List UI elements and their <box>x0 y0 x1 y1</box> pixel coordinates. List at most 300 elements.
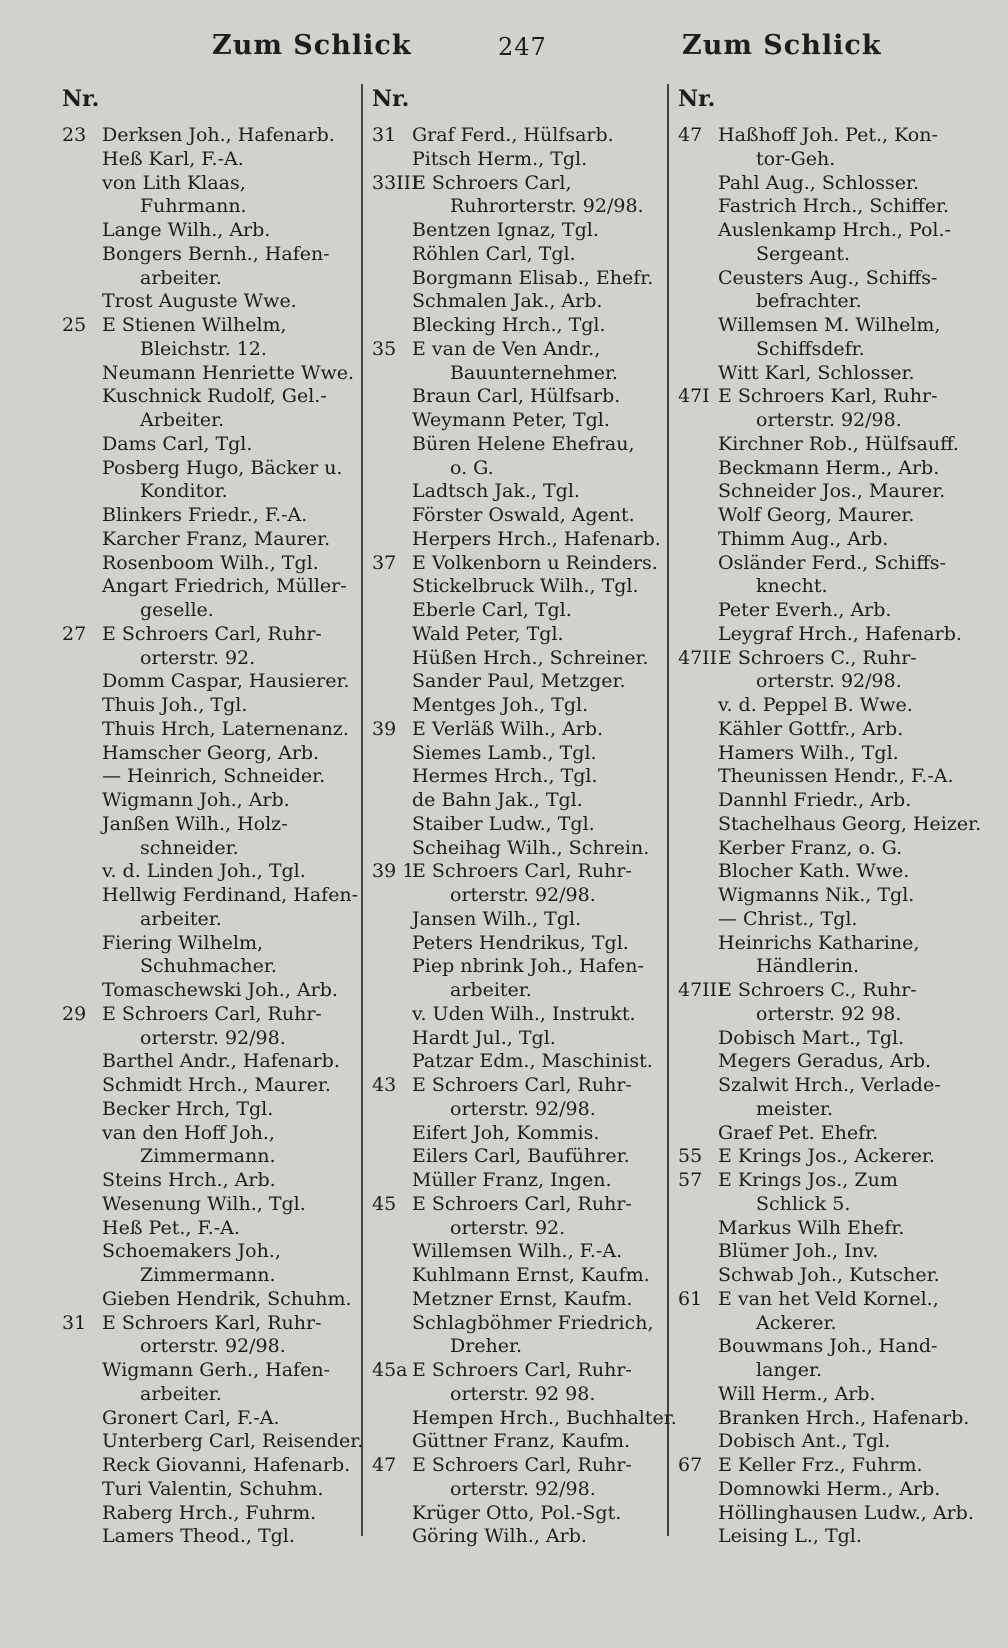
entry-text: Dannhl Friedr., Arb. <box>718 789 912 811</box>
directory-entry <box>372 742 668 766</box>
directory-entry <box>678 789 984 813</box>
directory-entry <box>62 290 360 314</box>
entry-text: Kähler Gottfr., Arb. <box>718 717 904 740</box>
entry-text: Theunissen Hendr., F.-A. <box>718 765 954 788</box>
directory-entry <box>678 1145 984 1169</box>
entry-continuation <box>678 670 984 694</box>
entry-text: — Christ., Tgl. <box>718 907 858 930</box>
directory-entry <box>372 813 668 837</box>
directory-entry <box>372 1003 668 1027</box>
directory-entry <box>62 1217 360 1241</box>
entry-text: Wigmann Gerh., Hafen- <box>102 1359 330 1381</box>
house-number: 45 <box>372 1192 397 1215</box>
entry-text: Thuis Hrch, Laternenanz. <box>102 717 349 740</box>
entry-continuation <box>62 599 360 623</box>
entry-text: Dreher. <box>450 1335 523 1358</box>
entry-text: Janßen Wilh., Holz- <box>102 812 288 835</box>
directory-entry <box>372 338 668 362</box>
entry-text: Stachelhaus Georg, Heizer. <box>718 812 982 835</box>
entry-text: Weymann Peter, Tgl. <box>412 409 610 431</box>
entry-text: E Schroers Carl, Ruhr- <box>102 1002 322 1025</box>
entry-text: Scheihag Wilh., Schrein. <box>412 836 650 859</box>
entry-continuation <box>678 1359 984 1383</box>
column-divider <box>361 84 363 1536</box>
entry-text: Blocher Kath. Wwe. <box>718 860 910 883</box>
entry-continuation <box>678 338 984 362</box>
entry-text: Büren Helene Ehefrau, <box>412 432 635 455</box>
nr-header: Nr. <box>678 86 716 112</box>
entry-text: Höllinghausen Ludw., Arb. <box>718 1501 974 1524</box>
directory-entry <box>678 647 984 671</box>
directory-entry <box>372 718 668 742</box>
entry-text: orterstr. 92/98. <box>756 670 902 693</box>
directory-entry <box>62 1169 360 1193</box>
entry-continuation <box>62 409 360 433</box>
entry-text: de Bahn Jak., Tgl. <box>412 789 583 811</box>
directory-entry <box>372 528 668 552</box>
directory-entry <box>62 1502 360 1526</box>
entry-text: Zimmermann. <box>140 1264 276 1286</box>
entry-text: E Keller Frz., Fuhrm. <box>718 1454 923 1476</box>
entry-continuation <box>372 457 668 481</box>
entry-text: Fiering Wilhelm, <box>102 931 264 954</box>
entry-text: Beckmann Herm., Arb. <box>718 456 940 479</box>
directory-entry <box>372 433 668 457</box>
entry-text: Bleichstr. 12. <box>140 337 267 360</box>
entry-text: orterstr. 92 98. <box>450 1382 596 1405</box>
page-header <box>0 30 1008 70</box>
directory-entry <box>678 172 984 196</box>
entry-text: Eberle Carl, Tgl. <box>412 599 572 621</box>
entry-text: E Schroers C., Ruhr- <box>718 979 917 1001</box>
entry-text: Steins Hrch., Arb. <box>102 1169 276 1191</box>
entry-continuation <box>62 837 360 861</box>
directory-entry <box>372 1406 677 1431</box>
entry-text: Karcher Franz, Maurer. <box>102 527 331 550</box>
entry-text: Hamscher Georg, Arb. <box>102 741 320 764</box>
entry-text: Schlagböhmer Friedrich, <box>412 1311 654 1334</box>
directory-entry <box>372 1430 668 1454</box>
directory-entry <box>372 932 668 956</box>
entry-text: Dobisch Mart., Tgl. <box>718 1026 905 1049</box>
house-number: 39 <box>372 717 397 740</box>
entry-text: knecht. <box>756 575 828 598</box>
entry-continuation <box>62 195 360 219</box>
entry-continuation <box>678 243 984 267</box>
entry-text: Schmidt Hrch., Maurer. <box>102 1074 331 1096</box>
entry-text: Gronert Carl, F.-A. <box>102 1406 280 1429</box>
entry-continuation <box>678 955 984 979</box>
entry-text: Arbeiter. <box>140 409 225 431</box>
entry-text: orterstr. 92/98. <box>140 1335 286 1358</box>
directory-entry <box>678 1525 984 1549</box>
entry-text: Haßhoff Joh. Pet., Kon- <box>718 124 938 146</box>
entry-text: Rosenboom Wilh., Tgl. <box>102 551 319 574</box>
entry-text: Osländer Ferd., Schiffs- <box>718 551 946 574</box>
entry-text: Eifert Joh, Kommis. <box>412 1121 600 1144</box>
entry-text: v. d. Peppel B. Wwe. <box>718 694 913 716</box>
entry-text: Thuis Joh., Tgl. <box>102 694 248 716</box>
entry-text: E Schroers Carl, Ruhr- <box>412 1074 632 1096</box>
directory-entry <box>62 765 360 789</box>
entry-text: Willemsen M. Wilhelm, <box>718 314 941 336</box>
entry-text: geselle. <box>140 599 214 621</box>
directory-entry <box>678 1502 984 1526</box>
directory-entry <box>372 647 668 671</box>
entry-text: Hermes Hrch., Tgl. <box>412 765 598 788</box>
entry-text: Blecking Hrch., Tgl. <box>412 314 606 336</box>
directory-entry <box>62 1312 360 1336</box>
entry-text: Schwab Joh., Kutscher. <box>718 1264 940 1286</box>
directory-entry <box>372 1193 668 1217</box>
entry-text: arbeiter. <box>140 266 222 289</box>
house-number: 45a <box>372 1359 408 1381</box>
entry-text: Bauunternehmer. <box>450 361 618 384</box>
directory-entry <box>678 1478 984 1502</box>
entry-text: Wesenung Wilh., Tgl. <box>102 1192 306 1215</box>
entry-text: Patzar Edm., Maschinist. <box>412 1050 653 1073</box>
entry-text: Auslenkamp Hrch., Pol.- <box>718 219 951 241</box>
entry-text: Pahl Aug., Schlosser. <box>718 171 920 194</box>
directory-entry <box>62 1050 360 1074</box>
directory-entry <box>678 1383 984 1407</box>
entry-text: E Schroers Carl, Ruhr- <box>412 860 632 883</box>
house-number: 55 <box>678 1145 703 1168</box>
entry-continuation <box>62 1027 360 1051</box>
page-number: 247 <box>498 33 547 61</box>
directory-entry <box>678 480 984 504</box>
entry-text: E Verläß Wilh., Arb. <box>412 717 604 740</box>
entry-continuation <box>678 1003 984 1027</box>
directory-entry <box>372 314 668 338</box>
directory-entry <box>678 1122 984 1146</box>
house-number: 35 <box>372 337 397 360</box>
entry-continuation <box>678 1193 984 1217</box>
entry-text: langer. <box>756 1359 823 1381</box>
directory-entry <box>678 219 984 243</box>
entry-text: Wald Peter, Tgl. <box>412 622 564 645</box>
directory-entry <box>678 742 984 766</box>
entry-text: Wigmanns Nik., Tgl. <box>718 884 915 906</box>
directory-column-2 <box>372 84 677 1549</box>
entry-text: Tomaschewski Joh., Arb. <box>102 979 338 1001</box>
entry-continuation <box>62 267 360 291</box>
directory-entry <box>62 362 360 386</box>
entry-text: Förster Oswald, Agent. <box>412 504 635 526</box>
entry-text: Bouwmans Joh., Hand- <box>718 1335 938 1358</box>
directory-entry <box>62 742 360 766</box>
directory-entry <box>62 932 360 956</box>
entry-text: arbeiter. <box>450 979 532 1001</box>
directory-entry <box>372 670 668 694</box>
house-number: 23 <box>62 124 87 146</box>
entry-list <box>62 124 364 1549</box>
directory-entry <box>372 623 668 647</box>
entry-text: orterstr. 92/98. <box>450 884 596 906</box>
entry-text: Gieben Hendrik, Schuhm. <box>102 1287 352 1310</box>
entry-text: Trost Auguste Wwe. <box>102 290 297 313</box>
directory-entry <box>62 813 360 837</box>
house-number: 31 <box>372 124 397 146</box>
directory-entry <box>62 552 360 576</box>
entry-text: Bentzen Ignaz, Tgl. <box>412 219 599 241</box>
directory-entry <box>678 884 984 908</box>
directory-entry <box>372 243 668 267</box>
directory-entry <box>372 765 668 789</box>
entry-text: E Schroers Karl, Ruhr- <box>102 1311 322 1334</box>
entry-text: schneider. <box>140 836 239 859</box>
directory-entry <box>678 1169 984 1193</box>
entry-continuation <box>62 1264 360 1288</box>
entry-text: Hempen Hrch., Buchhalter. <box>412 1406 677 1429</box>
entry-continuation <box>678 290 984 314</box>
entry-text: Heß Pet., F.-A. <box>102 1216 240 1239</box>
directory-entry <box>678 1074 984 1098</box>
entry-text: Kuschnick Rudolf, Gel.- <box>102 385 327 408</box>
directory-entry <box>678 932 984 956</box>
directory-entry <box>372 1027 668 1051</box>
directory-entry <box>678 1240 984 1264</box>
directory-entry <box>62 148 360 172</box>
entry-text: von Lith Klaas, <box>102 171 246 194</box>
entry-text: Peter Everh., Arb. <box>718 599 892 621</box>
entry-text: Unterberg Carl, Reisender. <box>102 1430 364 1453</box>
directory-entry <box>372 955 668 979</box>
directory-entry <box>372 837 668 861</box>
entry-text: Ackerer. <box>756 1311 837 1334</box>
entry-text: Staiber Ludw., Tgl. <box>412 812 595 835</box>
house-number: 31 <box>62 1311 87 1334</box>
directory-entry <box>62 623 360 647</box>
entry-text: Fastrich Hrch., Schiffer. <box>718 195 950 218</box>
directory-entry <box>372 124 668 148</box>
directory-entry <box>372 267 668 291</box>
directory-entry <box>62 1407 360 1431</box>
entry-text: Pitsch Herm., Tgl. <box>412 147 588 170</box>
entry-text: Witt Karl, Schlosser. <box>718 361 915 384</box>
entry-text: Willemsen Wilh., F.-A. <box>412 1240 623 1263</box>
directory-entry <box>678 1454 984 1478</box>
entry-continuation <box>678 575 984 599</box>
nr-header: Nr. <box>372 86 410 112</box>
entry-text: E Volkenborn u Reinders. <box>412 551 658 574</box>
entry-text: Mentges Joh., Tgl. <box>412 694 589 716</box>
directory-entry <box>678 267 984 291</box>
entry-text: Reck Giovanni, Hafenarb. <box>102 1454 351 1476</box>
entry-text: Markus Wilh Ehefr. <box>718 1216 905 1239</box>
directory-entry <box>372 1074 668 1098</box>
entry-text: Kirchner Rob., Hülfsauff. <box>718 432 959 455</box>
entry-continuation <box>62 955 360 979</box>
entry-text: orterstr. 92/98. <box>450 1477 596 1500</box>
entry-text: E Schroers C., Ruhr- <box>718 646 917 669</box>
entry-text: Zimmermann. <box>140 1145 276 1168</box>
entry-text: Braun Carl, Hülfsarb. <box>412 385 621 408</box>
directory-entry <box>62 670 360 694</box>
directory-entry <box>62 124 360 148</box>
directory-entry <box>678 362 984 386</box>
entry-text: Schlick 5. <box>756 1192 851 1215</box>
entry-text: Barthel Andr., Hafenarb. <box>102 1050 340 1073</box>
entry-continuation <box>678 148 984 172</box>
house-number: 47III <box>678 979 725 1001</box>
directory-entry <box>678 979 984 1003</box>
entry-text: Leygraf Hrch., Hafenarb. <box>718 622 962 645</box>
house-number: 27 <box>62 622 87 645</box>
directory-entry <box>678 718 984 742</box>
entry-text: meister. <box>756 1097 834 1120</box>
entry-text: Blümer Joh., Inv. <box>718 1240 879 1263</box>
directory-entry <box>62 314 360 338</box>
directory-entry <box>62 1454 360 1478</box>
entry-text: Sander Paul, Metzger. <box>412 670 626 693</box>
house-number: 67 <box>678 1454 703 1476</box>
directory-entry <box>62 1193 360 1217</box>
entry-continuation <box>62 338 360 362</box>
entry-text: orterstr. 92/98. <box>140 1026 286 1049</box>
directory-entry <box>62 1288 360 1312</box>
entry-text: E Schroers Carl, <box>412 171 572 194</box>
directory-entry <box>62 385 360 409</box>
entry-text: Sergeant. <box>756 242 850 265</box>
directory-entry <box>62 789 360 813</box>
entry-text: Siemes Lamb., Tgl. <box>412 741 597 764</box>
directory-entry <box>62 172 360 196</box>
entry-text: Müller Franz, Ingen. <box>412 1169 612 1191</box>
house-number: 57 <box>678 1169 703 1191</box>
entry-text: E Schroers Carl, Ruhr- <box>412 1359 632 1381</box>
entry-text: v. Uden Wilh., Instrukt. <box>412 1002 636 1025</box>
directory-entry <box>372 552 668 576</box>
entry-text: Posberg Hugo, Bäcker u. <box>102 456 343 479</box>
directory-entry <box>372 789 668 813</box>
directory-entry <box>62 1098 360 1122</box>
directory-entry <box>678 1050 984 1074</box>
directory-entry <box>678 599 984 623</box>
directory-entry <box>372 480 668 504</box>
directory-entry <box>372 860 668 884</box>
directory-entry <box>62 575 360 599</box>
directory-entry <box>678 765 984 789</box>
entry-text: E Stienen Wilhelm, <box>102 314 287 336</box>
entry-text: Ladtsch Jak., Tgl. <box>412 480 580 503</box>
entry-continuation <box>372 1098 668 1122</box>
entry-text: Händlerin. <box>756 955 860 978</box>
entry-continuation <box>678 1312 984 1336</box>
entry-continuation <box>678 409 984 433</box>
entry-text: Lamers Theod., Tgl. <box>102 1525 295 1548</box>
directory-entry <box>678 1407 984 1431</box>
directory-entry <box>678 694 984 718</box>
entry-text: tor-Geh. <box>756 147 836 170</box>
entry-text: orterstr. 92/98. <box>450 1097 596 1120</box>
entry-text: Stickelbruck Wilh., Tgl. <box>412 575 639 598</box>
entry-continuation <box>62 1145 360 1169</box>
entry-text: Leising L., Tgl. <box>718 1525 862 1548</box>
entry-text: v. d. Linden Joh., Tgl. <box>102 860 306 883</box>
entry-text: Schmalen Jak., Arb. <box>412 290 603 313</box>
directory-entry <box>62 1478 360 1502</box>
directory-entry <box>62 718 360 742</box>
directory-entry <box>678 314 984 338</box>
entry-text: Derksen Joh., Hafenarb. <box>102 124 335 146</box>
entry-text: E Krings Jos., Ackerer. <box>718 1145 935 1168</box>
directory-entry <box>372 1288 668 1312</box>
entry-text: Borgmann Elisab., Ehefr. <box>412 266 654 289</box>
entry-text: Krüger Otto, Pol.-Sgt. <box>412 1501 622 1524</box>
directory-entry <box>372 908 668 932</box>
entry-text: Göring Wilh., Arb. <box>412 1525 587 1548</box>
directory-entry <box>372 1264 668 1288</box>
entry-text: E Schroers Carl, Ruhr- <box>412 1192 632 1215</box>
entry-text: o. G. <box>450 456 494 479</box>
house-number: 25 <box>62 314 87 336</box>
entry-continuation <box>372 1478 668 1502</box>
directory-entry <box>62 243 360 267</box>
entry-text: Lange Wilh., Arb. <box>102 219 271 241</box>
directory-entry <box>372 1145 668 1169</box>
directory-entry <box>62 219 360 243</box>
entry-text: arbeiter. <box>140 907 222 930</box>
entry-text: E van de Ven Andr., <box>412 337 601 360</box>
entry-text: E Schroers Carl, Ruhr- <box>102 622 322 645</box>
directory-entry <box>678 860 984 884</box>
directory-entry <box>678 457 984 481</box>
directory-entry <box>372 1359 668 1383</box>
directory-entry <box>678 195 984 219</box>
house-number: 39 1 <box>372 860 415 883</box>
entry-text: Will Herm., Arb. <box>718 1382 876 1405</box>
house-number: 61 <box>678 1287 703 1310</box>
entry-text: Angart Friedrich, Müller- <box>102 575 347 598</box>
directory-entry <box>678 908 984 932</box>
entry-text: arbeiter. <box>140 1382 222 1405</box>
entry-text: orterstr. 92/98. <box>756 409 902 431</box>
entry-text: Heß Karl, F.-A. <box>102 147 244 170</box>
directory-entry <box>62 528 360 552</box>
entry-text: Szalwit Hrch., Verlade- <box>718 1074 941 1096</box>
directory-entry <box>678 1335 984 1359</box>
entry-text: Wolf Georg, Maurer. <box>718 504 915 526</box>
directory-entry <box>372 148 668 172</box>
directory-entry <box>678 1217 984 1241</box>
entry-text: orterstr. 92. <box>140 646 256 669</box>
directory-entry <box>372 1122 668 1146</box>
entry-continuation <box>62 908 360 932</box>
directory-entry <box>372 1312 668 1336</box>
directory-entry <box>372 172 668 196</box>
directory-entry <box>678 1430 984 1454</box>
entry-text: Dams Carl, Tgl. <box>102 432 253 455</box>
entry-text: orterstr. 92 98. <box>756 1002 902 1025</box>
directory-entry <box>372 1240 668 1264</box>
directory-entry <box>678 433 984 457</box>
entry-text: E Krings Jos., Zum <box>718 1169 898 1191</box>
entry-text: Ceusters Aug., Schiffs- <box>718 266 938 289</box>
entry-continuation <box>372 1335 668 1359</box>
directory-entry <box>372 219 668 243</box>
entry-text: Schiffsdefr. <box>756 337 865 360</box>
entry-text: Branken Hrch., Hafenarb. <box>718 1406 970 1429</box>
entry-text: Röhlen Carl, Tgl. <box>412 242 576 265</box>
directory-entry <box>372 599 668 623</box>
entry-continuation <box>62 647 360 671</box>
directory-entry <box>62 860 360 884</box>
directory-entry <box>678 124 984 148</box>
directory-entry <box>372 1169 668 1193</box>
running-head-left: Zum Schlick <box>212 30 412 61</box>
directory-entry <box>678 1288 984 1312</box>
